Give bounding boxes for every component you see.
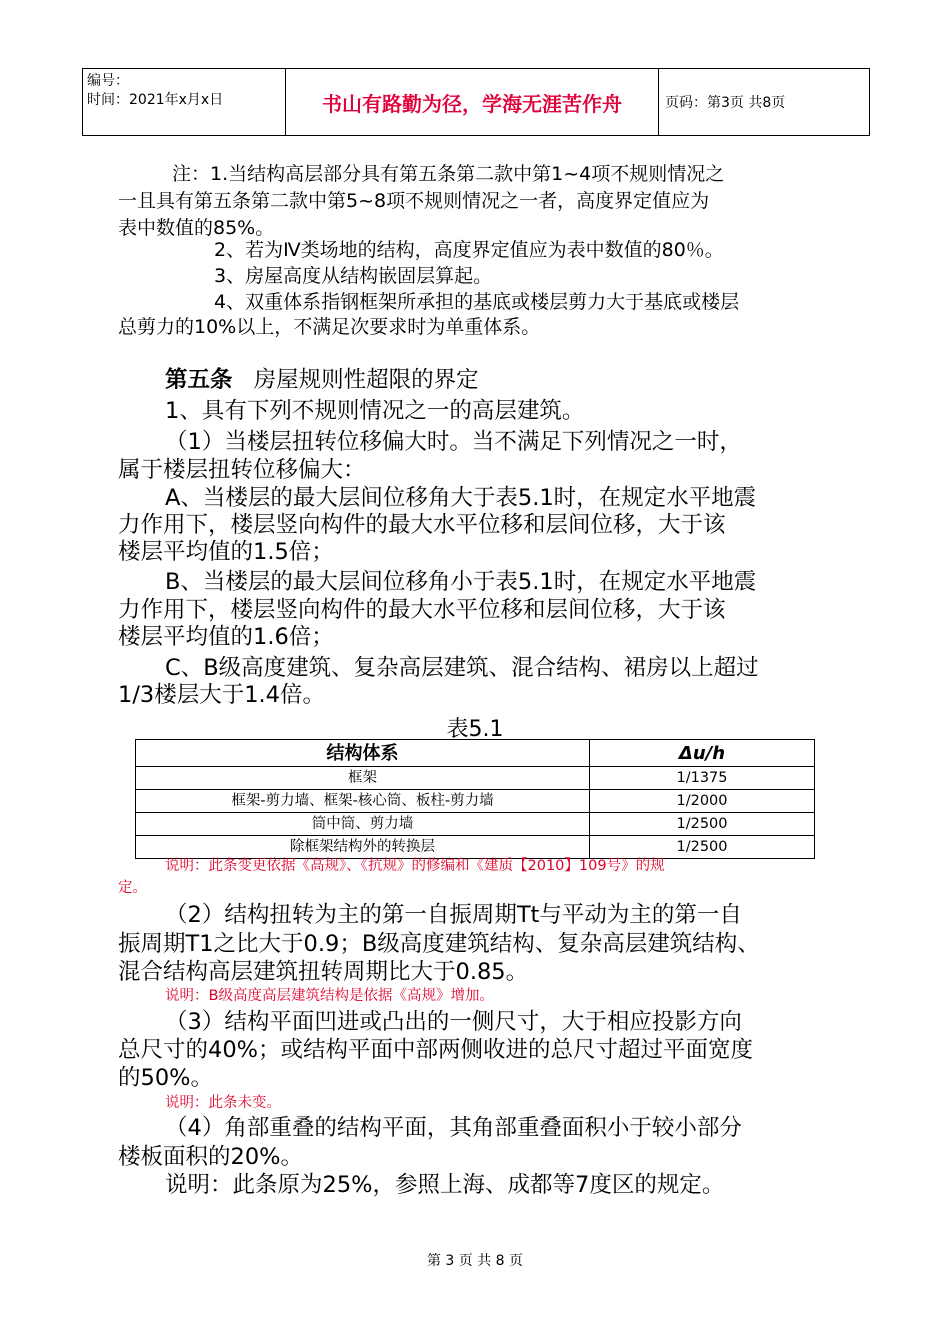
table-cell: 1/1375 — [590, 767, 815, 790]
header-meta — [83, 69, 286, 135]
note-line: 4、双重体系指钢框架所承担的基底或楼层剪力大于基底或楼层 — [214, 291, 740, 313]
paragraph-line: （2）结构扭转为主的第一自振周期Tt与平动为主的第一自 — [165, 902, 742, 928]
paragraph-line: C、B级高度建筑、复杂高层建筑、混合结构、裙房以上超过 — [165, 655, 759, 681]
page-footer: 第 3 页 共 8 页 — [426, 1253, 524, 1269]
note-line: 总剪力的10%以上，不满足次要求时为单重体系。 — [118, 316, 541, 338]
paragraph-line: 楼层平均值的1.5倍； — [118, 539, 334, 565]
paragraph-line: 楼板面积的20%。 — [118, 1144, 304, 1170]
table-cell: 除框架结构外的转换层 — [136, 836, 590, 859]
header-motto: 书山有路勤为径，学海无涯苦作舟 — [286, 69, 659, 135]
doc-date-label: 时间：2021年x月x日 — [87, 92, 224, 108]
table-cell: 筒中筒、剪力墙 — [136, 813, 590, 836]
paragraph-line: 混合结构高层建筑扭转周期比大于0.85。 — [118, 959, 529, 985]
note-line: 表中数值的85%。 — [118, 217, 275, 239]
table-row — [136, 813, 815, 836]
table-cell: 框架-剪力墙、框架-核心筒、板柱-剪力墙 — [136, 790, 590, 813]
paragraph-line: 的50%。 — [118, 1065, 214, 1091]
paragraph-line: 力作用下，楼层竖向构件的最大水平位移和层间位移，大于该 — [118, 597, 726, 623]
item-1: 1、具有下列不规则情况之一的高层建筑。 — [165, 398, 585, 424]
paragraph-line: （1）当楼层扭转位移偏大时。当不满足下列情况之一时， — [165, 429, 742, 455]
section-title: 第五条 — [165, 367, 233, 393]
note-line: 一且具有第五条第二款中第5~8项不规则情况之一者，高度界定值应为 — [118, 190, 710, 212]
table-header-cell: Δu/h — [590, 740, 815, 767]
doc-number-label: 编号： — [87, 73, 129, 89]
explanation-line: 定。 — [118, 880, 147, 896]
note-line: 3、房屋高度从结构嵌固层算起。 — [214, 265, 493, 287]
paragraph-line: （4）角部重叠的结构平面，其角部重叠面积小于较小部分 — [165, 1115, 742, 1141]
paragraph-line: 总尺寸的40%；或结构平面中部两侧收进的总尺寸超过平面宽度 — [118, 1037, 754, 1063]
note-line: 2、若为Ⅳ类场地的结构，高度界定值应为表中数值的80％。 — [214, 239, 724, 261]
header-page-info: 页码：第3页 共8页 — [665, 95, 786, 111]
paragraph-line: 楼层平均值的1.6倍； — [118, 624, 334, 650]
section-heading — [165, 365, 479, 396]
paragraph-line: （3）结构平面凹进或凸出的一侧尺寸，大于相应投影方向 — [165, 1009, 742, 1035]
table-cell: 1/2000 — [590, 790, 815, 813]
page-header — [82, 68, 870, 136]
paragraph-line: 振周期T1之比大于0.9；B级高度建筑结构、复杂高层建筑结构、 — [118, 931, 760, 957]
paragraph-line: 说明：此条原为25%，参照上海、成都等7度区的规定。 — [165, 1172, 725, 1198]
table-row — [136, 767, 815, 790]
paragraph-line: B、当楼层的最大层间位移角小于表5.1时，在规定水平地震 — [165, 569, 757, 595]
table-cell: 1/2500 — [590, 836, 815, 859]
table-row — [136, 790, 815, 813]
table-cell: 框架 — [136, 767, 590, 790]
paragraph-line: 属于楼层扭转位移偏大： — [118, 457, 366, 483]
paragraph-line: A、当楼层的最大层间位移角大于表5.1时，在规定水平地震 — [165, 485, 757, 511]
table-header-cell: 结构体系 — [136, 740, 590, 767]
explanation-line: 说明：此条变更依据《高规》、《抗规》的修编和《建质【2010】109号》的规 — [165, 858, 665, 874]
note-line: 注：1.当结构高层部分具有第五条第二款中第1~4项不规则情况之 — [172, 163, 725, 185]
drift-limit-table — [135, 739, 815, 859]
explanation-line: 说明：B级高度高层建筑结构是依据《高规》增加。 — [165, 988, 494, 1004]
paragraph-line: 力作用下，楼层竖向构件的最大水平位移和层间位移，大于该 — [118, 512, 726, 538]
section-subtitle: 房屋规则性超限的界定 — [253, 367, 479, 393]
paragraph-line: 1/3楼层大于1.4倍。 — [118, 682, 325, 708]
table-caption: 表5.1 — [446, 717, 504, 742]
table-header-row — [136, 740, 815, 767]
explanation-line: 说明：此条未变。 — [165, 1095, 281, 1111]
table-cell: 1/2500 — [590, 813, 815, 836]
